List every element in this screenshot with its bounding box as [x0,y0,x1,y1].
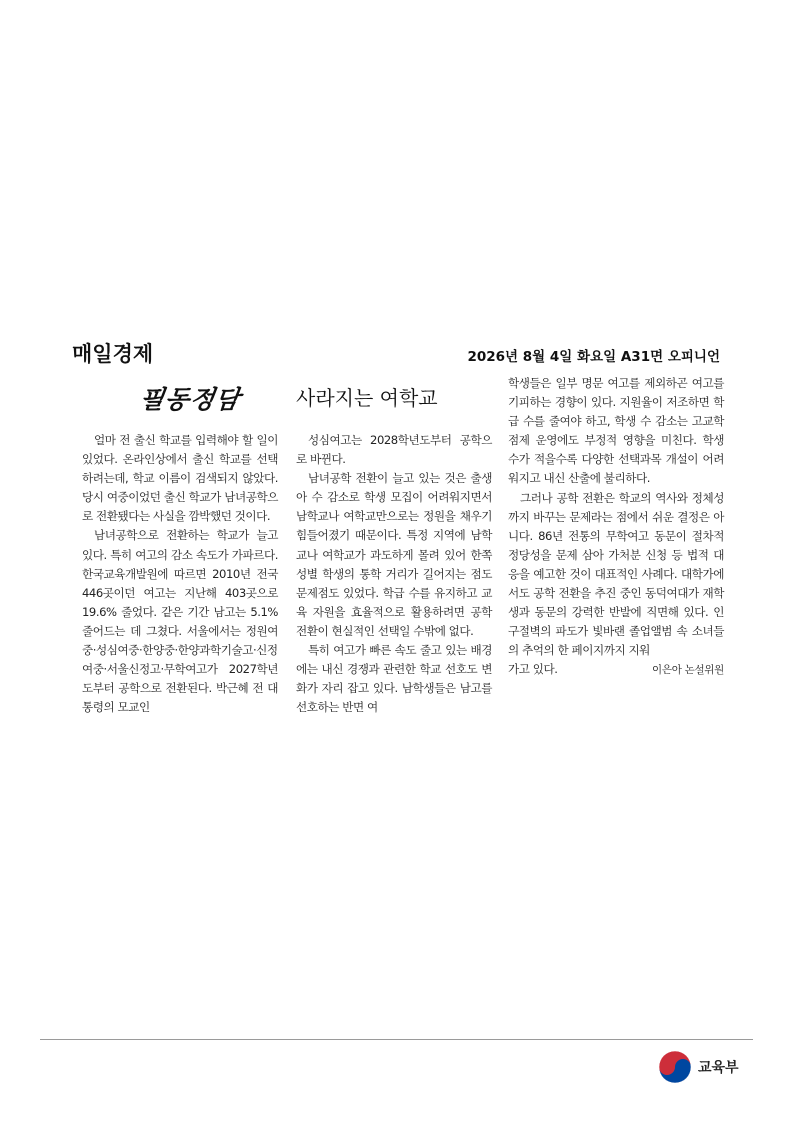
paragraph: 학생들은 일부 명문 여고를 제외하곤 여고를 기피하는 경향이 있다. 지원율이 저조하면 학급 수를 줄여야 하고, 학생 수 감소는 고교학점제 운영에도 부정적 영향을 미친다. 학생 수가 적을수록 다양한 선택과목 개설이 어려워지고 내신 산출에 불리하다. [508,376,724,486]
paragraph: 남녀공학 전환이 늘고 있는 것은 출생아 수 감소로 학생 모집이 어려워지면서 남학교나 여학교만으로는 정원을 채우기 힘들어졌기 때문이다. 특정 지역에 남학교나 여학교가 과도하게 몰려 있어 한쪽 성별 학생의 통학 거리가 길어지는 점도 문제점도 있었다. 학급 수를 유지하고 교육 자원을 효율적으로 활용하려면 공학 전환이 현실적인 선택일 수밖에 없다. [296,471,492,638]
taegeuk-emblem-icon [658,1050,692,1084]
paragraph: 그러나 공학 전환은 학교의 역사와 정체성까지 바꾸는 문제라는 점에서 쉬운 결정은 아니다. 86년 전통의 무학여고 동문이 절차적 정당성을 문제 삼아 가처분 신청 등 법적 대응을 예고한 것이 대표적인 사례다. 대학가에서도 공학 전환을 추진 중인 동덕여대가 재학생과 동문의 강력한 반발에 직면해 있다. 인구절벽의 파도가 빛바랜 졸업앨범 속 소녀들의 추억의 한 페이지까지 지워 [508,490,724,658]
article-column-2 [296,431,492,717]
ministry-logo [658,1050,739,1084]
ministry-name: 교육부 [698,1060,739,1076]
paragraph: 얼마 전 출신 학교를 입력해야 할 일이 있었다. 온라인상에서 출신 학교를 선택하려는데, 학교 이름이 검색되지 않았다. 당시 여중이었던 출신 학교가 남녀공학으로 전환됐다는 사실을 깜박했던 것이다. [82,433,278,524]
dateline: 2026년 8월 4일 화요일 A31면 오피니언 [467,349,720,365]
paragraph: 남녀공학으로 전환하는 학교가 늘고 있다. 특히 여고의 감소 속도가 가파르다. 한국교육개발원에 따르면 2010년 전국 446곳이던 여고는 지난해 403곳으로 19.6% 줄었다. 같은 기간 남고는 5.1% 줄어드는 데 그쳤다. 서울에서는 정원여중·성심여중·한양중·한양과학기술고·신정여중·서울신정고·무학여고가 2027학년도부터 공학으로 전환된다. 박근혜 전 대통령의 모교인 [82,528,278,715]
closing-line [508,660,724,680]
newspaper-name: 매일경제 [72,342,154,366]
paragraph: 특히 여고가 빠른 속도 줄고 있는 배경에는 내신 경쟁과 관련한 학교 선호도 변화가 자리 잡고 있다. 남학생들은 남고를 선호하는 반면 여 [296,643,492,715]
footer-divider [40,1039,753,1040]
paragraph-end: 가고 있다. [508,662,558,677]
masthead [72,338,720,368]
article-column-1 [82,431,278,717]
paragraph: 성심여고는 2028학년도부터 공학으로 바뀐다. [296,433,492,467]
article-column-3 [508,374,724,681]
byline: 이은아 논설위원 [652,664,724,677]
article-headline: 사라지는 여학교 [296,386,438,410]
column-logo: 필동정담 [137,385,243,414]
